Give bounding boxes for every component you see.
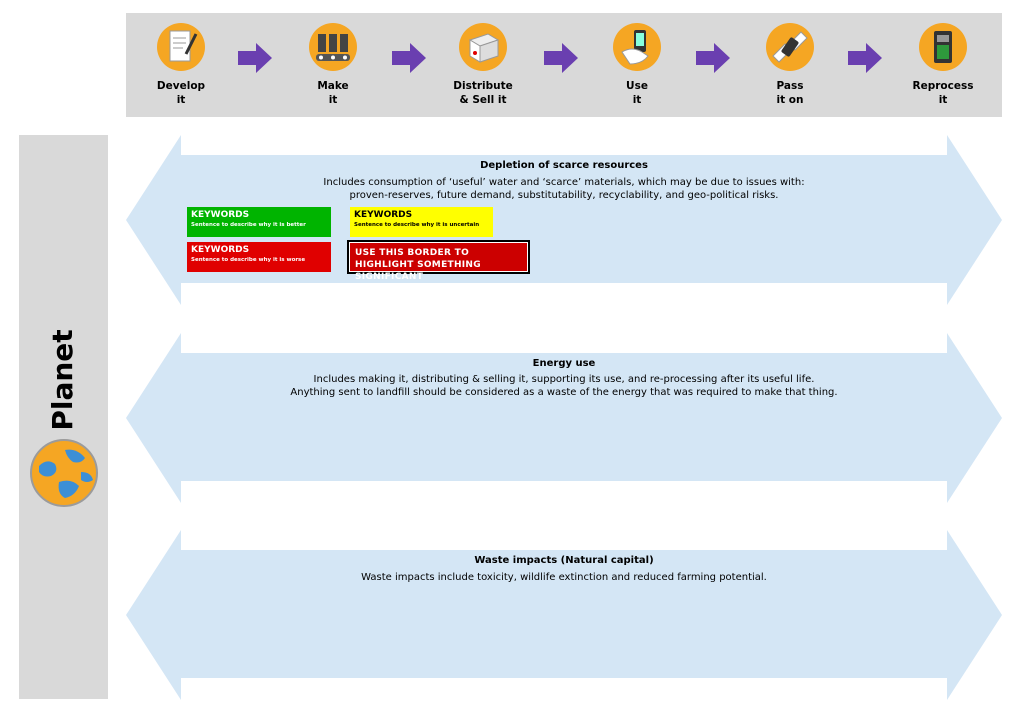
legend-sentence: Sentence to describe why it is uncertain: [354, 222, 480, 228]
stage-label: Distribute & Sell it: [453, 80, 513, 106]
right-arrow-icon: [848, 43, 882, 73]
legend-highlight: [347, 240, 530, 282]
legend-keyword: KEYWORDS: [191, 245, 250, 255]
stage-label: Reprocess it: [912, 80, 974, 106]
legend-sentence: Sentence to describe why it is better: [191, 222, 306, 228]
delivery-box-icon: [458, 22, 508, 72]
legend-highlight-text: USE THIS BORDER TO HIGHLIGHT SOMETHING SIGNIFICANT: [355, 248, 481, 282]
stage-make: [278, 13, 388, 117]
band-description: Includes making it, distributing & selling it, supporting its use, and re-processing after its useful life. Anything sent to landfill should be considered as a waste of the energy that was required to make that thing.: [290, 374, 838, 398]
stage-distribute: [428, 13, 538, 117]
handover-phone-icon: [765, 22, 815, 72]
legend-uncertain: [350, 207, 493, 237]
legend-keyword: KEYWORDS: [354, 210, 413, 220]
lifecycle-bar: [126, 13, 1002, 117]
stage-develop: [126, 13, 236, 117]
stage-pass-on: [735, 13, 845, 117]
legend-sentence: Sentence to describe why it is worse: [191, 257, 306, 263]
factory-conveyor-icon: [308, 22, 358, 72]
recycle-device-icon: [918, 22, 968, 72]
legend-keyword: KEYWORDS: [191, 210, 250, 220]
right-arrow-icon: [544, 43, 578, 73]
stage-label: Use it: [626, 80, 648, 106]
legend-worse: [187, 242, 331, 272]
stage-label: Make it: [317, 80, 349, 106]
band-description: Includes consumption of ‘useful’ water and ‘scarce’ materials, which may be due to issues with: proven-reserves, future demand, substitutability, recyclability, and geo-political risks.: [323, 177, 805, 201]
legend-better: [187, 207, 331, 237]
impact-band-energy: [126, 333, 1002, 503]
stage-label: Pass it on: [776, 80, 804, 106]
band-title: Energy use: [532, 358, 596, 369]
right-arrow-icon: [238, 43, 272, 73]
impact-band-waste: [126, 530, 1002, 700]
globe-icon: [29, 438, 99, 508]
band-title: Waste impacts (Natural capital): [474, 555, 654, 566]
stage-label: Develop it: [156, 80, 206, 106]
stage-reprocess: [888, 13, 998, 117]
design-document-icon: [156, 22, 206, 72]
stage-use: [582, 13, 692, 117]
right-arrow-icon: [696, 43, 730, 73]
band-description: Waste impacts include toxicity, wildlife extinction and reduced farming potential.: [361, 572, 767, 583]
band-title: Depletion of scarce resources: [480, 160, 648, 171]
pillar-bar: Planet: [19, 135, 108, 699]
hand-phone-icon: [612, 22, 662, 72]
right-arrow-icon: [392, 43, 426, 73]
